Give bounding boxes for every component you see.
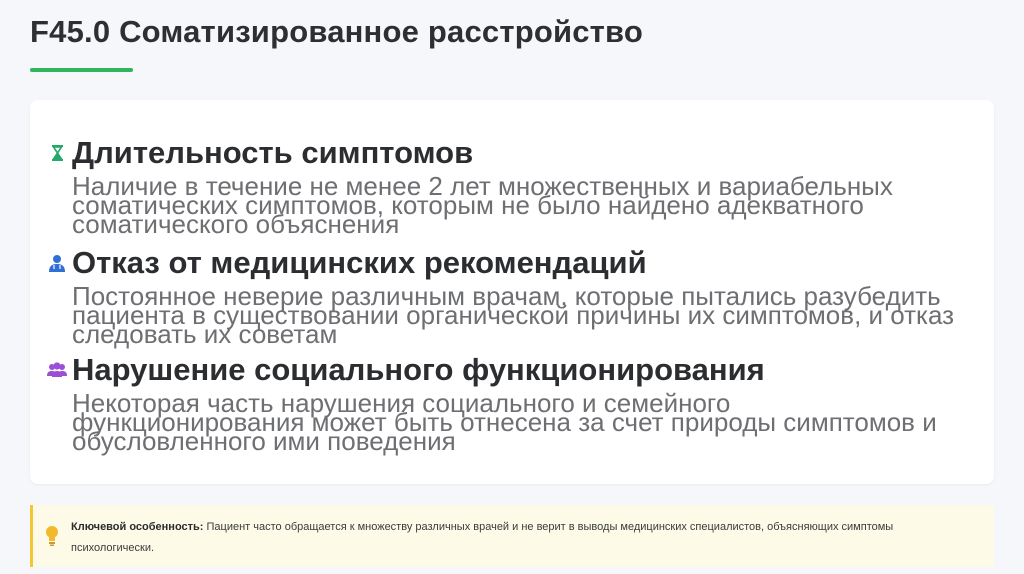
note-label: Ключевой особенность:	[71, 521, 204, 533]
section-body: Постоянное неверие различным врачам, которые пытались разубедить пациента в существовании органической причины их симптомов, и отказ следовать их советам	[72, 281, 955, 349]
section-title: Длительность симптомов	[72, 135, 474, 170]
section-body: Некоторая часть нарушения социального и семейного функционирования может быть отнесена за счет природы симптомов и обусловленного ими поведения	[72, 388, 937, 456]
section-refusal	[46, 245, 962, 349]
section-title: Нарушение социального функционирования	[72, 352, 765, 387]
lightbulb-icon	[44, 525, 60, 552]
users-icon	[46, 359, 68, 381]
title-underline	[30, 68, 133, 72]
hourglass-icon	[46, 142, 68, 164]
note-body: Пациент часто обращается к множеству различных врачей и не верит в выводы медицинских специалистов, объясняющих симптомы психологически.	[71, 521, 894, 554]
section-title: Отказ от медицинских рекомендаций	[72, 245, 647, 280]
note-text	[71, 517, 976, 559]
section-duration	[46, 135, 962, 239]
section-body: Наличие в течение не менее 2 лет множественных и вариабельных соматических симптомов, которым не было найдено адекватного соматического объяснения	[72, 171, 893, 239]
key-feature-note	[30, 505, 994, 567]
page-title: F45.0 Соматизированное расстройство	[30, 14, 644, 49]
section-social	[46, 352, 962, 456]
doctor-icon	[46, 252, 68, 274]
